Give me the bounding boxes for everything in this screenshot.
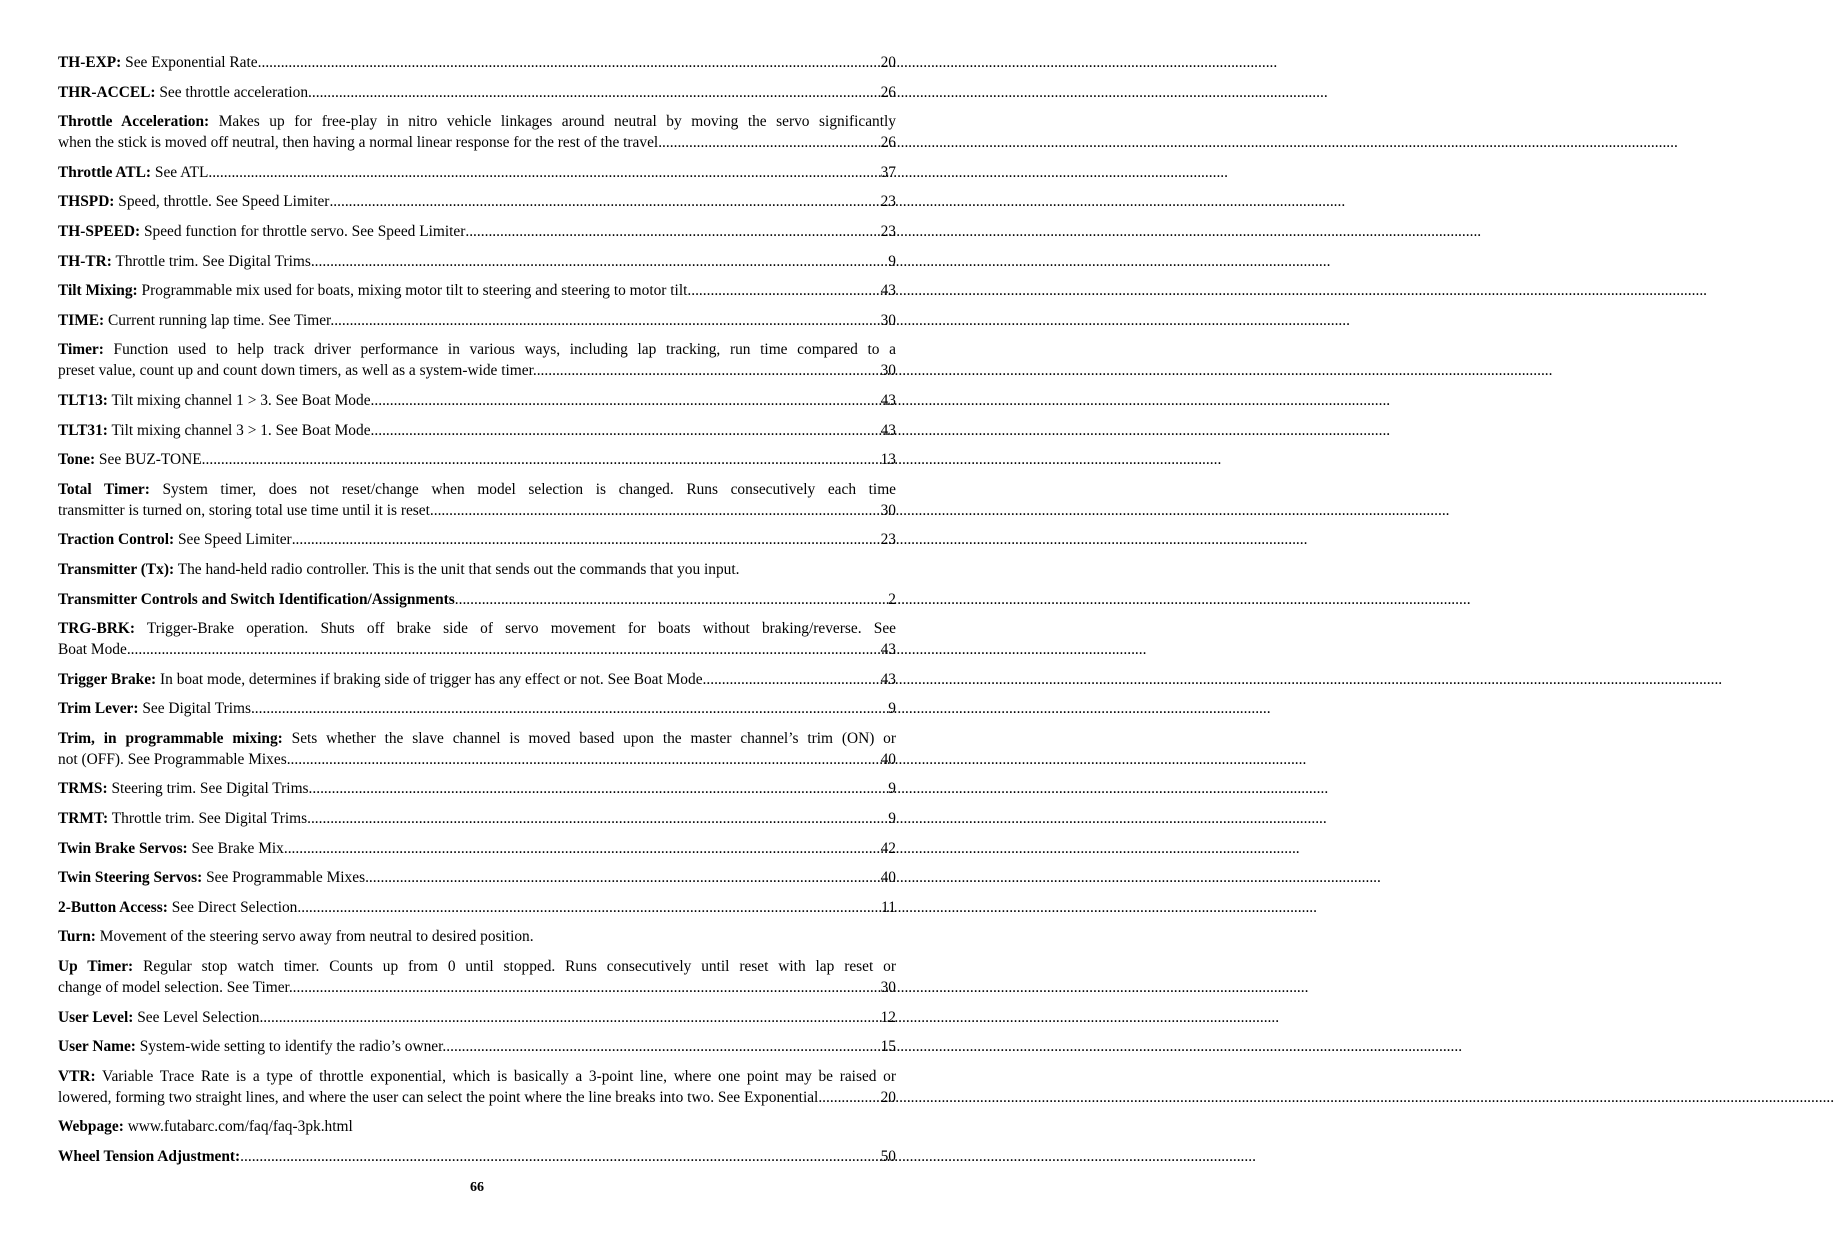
index-description: See Brake Mix: [187, 839, 284, 857]
index-description-cont: transmitter is turned on, storing total use time until it is reset.: [58, 501, 434, 519]
entry-line: [58, 280, 896, 301]
index-entry: [58, 1116, 896, 1137]
index-entry: [58, 479, 896, 521]
index-page-ref: 26: [880, 83, 896, 101]
entry-line: [58, 808, 896, 829]
index-page-ref: 40: [880, 869, 896, 887]
index-entry: [58, 221, 896, 242]
index-description: Current running lap time. See Timer.: [104, 311, 335, 329]
dot-leader: [263, 1007, 880, 1028]
index-entry: [58, 339, 896, 381]
index-description: System timer, does not reset/change when model selection is changed. Runs consecutively each time: [149, 480, 896, 498]
index-term: Trim Lever:: [58, 700, 139, 718]
dot-leader: [465, 221, 880, 242]
index-term: Trim, in programmable mixing:: [58, 729, 283, 747]
index-page-ref: 37: [880, 163, 896, 181]
entry-line: [58, 1007, 896, 1028]
index-term: TLT31:: [58, 421, 108, 439]
index-entry: [58, 1036, 896, 1057]
entry-text: [58, 82, 312, 103]
index-term: Up Timer:: [58, 958, 134, 976]
index-entry: [58, 808, 896, 829]
index-term: Tone:: [58, 451, 96, 469]
dot-leader: [131, 639, 881, 660]
index-entry: [58, 310, 896, 331]
index-page-ref: 43: [880, 421, 896, 439]
index-term: Total Timer:: [58, 480, 150, 498]
entry-line: [58, 310, 896, 331]
entry-text: [58, 52, 261, 73]
entry-line: [58, 52, 896, 73]
index-description: Throttle trim. See Digital Trims.: [108, 810, 311, 828]
index-entry: [58, 867, 896, 888]
index-entry: [58, 926, 896, 947]
entry-line: [58, 778, 896, 799]
dot-leader: [261, 52, 880, 73]
index-page-ref: 12: [880, 1008, 896, 1026]
index-description: Makes up for free-play in nitro vehicle linkages around neutral by moving the servo significantly: [209, 113, 896, 131]
index-page-ref: 2: [888, 590, 896, 608]
entry-last-line: [58, 360, 896, 381]
entry-line: [58, 669, 896, 690]
index-term: 2-Button Access:: [58, 898, 168, 916]
index-term: TH-TR:: [58, 252, 112, 270]
index-term: Twin Steering Servos:: [58, 869, 203, 887]
entry-text: [58, 867, 365, 888]
dot-leader: [818, 1087, 880, 1108]
entry-text: [58, 280, 691, 301]
dot-leader: [291, 749, 881, 770]
index-page-ref: 9: [888, 252, 896, 270]
entry-text: [58, 162, 212, 183]
index-term: THSPD:: [58, 193, 115, 211]
dot-leader: [334, 310, 880, 331]
index-description-cont: preset value, count up and count down timers, as well as a system-wide timer.: [58, 362, 537, 380]
dot-leader: [312, 82, 881, 103]
dot-leader: [301, 897, 881, 918]
entry-first-line: [58, 618, 896, 639]
entry-line: [58, 1146, 896, 1167]
index-list: [58, 52, 896, 1176]
dot-leader: [284, 838, 881, 859]
index-description: See Digital Trims.: [138, 700, 255, 718]
entry-first-line: [58, 1066, 896, 1087]
index-entry: [58, 669, 896, 690]
dot-leader: [293, 977, 881, 998]
index-description: See Speed Limiter: [174, 531, 292, 549]
index-page-ref: 15: [880, 1038, 896, 1056]
index-entry: [58, 1007, 896, 1028]
entry-line: [58, 867, 896, 888]
dot-leader: [292, 529, 881, 550]
index-term: TIME:: [58, 311, 105, 329]
index-description: Speed, throttle. See Speed Limiter: [114, 193, 330, 211]
entry-line: [58, 251, 896, 272]
index-entry: [58, 251, 896, 272]
entry-text: [58, 838, 284, 859]
index-term: Transmitter Controls and Switch Identification/Assignments: [58, 590, 455, 608]
entry-last-line: [58, 132, 896, 153]
entry-last-line: [58, 977, 896, 998]
index-description-cont: Boat Mode.: [58, 641, 131, 659]
index-term: TH-EXP:: [58, 54, 122, 71]
entry-last-line: [58, 639, 896, 660]
index-description: Tilt mixing channel 1 > 3. See Boat Mode.: [107, 391, 375, 409]
index-page-ref: 23: [880, 222, 896, 240]
index-entry: [58, 956, 896, 998]
dot-leader: [374, 390, 880, 411]
index-entry: [58, 778, 896, 799]
index-description-cont: when the stick is moved off neutral, then having a normal linear response for the rest of the travel.: [58, 134, 663, 152]
entry-line: [58, 589, 896, 610]
index-entry: [58, 698, 896, 719]
dot-leader: [312, 778, 888, 799]
entry-line: [58, 838, 896, 859]
index-description: See throttle acceleration.: [155, 83, 312, 101]
index-page-ref: 30: [880, 311, 896, 329]
dot-leader: [662, 132, 881, 153]
entry-line: [58, 449, 896, 470]
index-term: TLT13:: [58, 391, 108, 409]
index-description: See BUZ-TONE.: [95, 451, 206, 469]
index-entry: [58, 838, 896, 859]
index-page-ref: 43: [880, 391, 896, 409]
entry-first-line: [58, 111, 896, 132]
entry-first-line: [58, 728, 896, 749]
index-page-ref: 30: [880, 362, 896, 380]
index-entry: [58, 1066, 896, 1108]
entry-text: [58, 310, 334, 331]
entry-line: [58, 82, 896, 103]
entry-text: [58, 698, 255, 719]
index-description: Sets whether the slave channel is moved based upon the master channel’s trim (ON) or: [282, 729, 896, 747]
index-term: TRMT:: [58, 810, 109, 828]
index-page-ref: 23: [880, 193, 896, 211]
index-term: TRG-BRK:: [58, 620, 135, 638]
entry-text: [58, 191, 329, 212]
index-term: Turn:: [58, 928, 96, 946]
index-description: www.futabarc.com/faq/faq-3pk.html: [123, 1118, 353, 1136]
entry-line: [58, 162, 896, 183]
index-page-ref: 30: [880, 501, 896, 519]
entry-text: [58, 1146, 240, 1167]
index-page-ref: 23: [880, 531, 896, 549]
index-page-ref: 9: [888, 780, 896, 798]
entry-line: [58, 529, 896, 550]
index-term: THR-ACCEL:: [58, 83, 156, 101]
index-term: Throttle Acceleration:: [58, 113, 210, 131]
index-term: TH-SPEED:: [58, 222, 141, 240]
index-entry: [58, 162, 896, 183]
index-entry: [58, 52, 896, 73]
index-description: Regular stop watch timer. Counts up from 0 until stopped. Runs consecutively until reset with lap reset or: [133, 958, 896, 976]
index-term: Tilt Mixing:: [58, 282, 138, 300]
index-term: Twin Brake Servos:: [58, 839, 188, 857]
dot-leader: [315, 251, 889, 272]
dot-leader: [537, 360, 881, 381]
entry-line: [58, 191, 896, 212]
entry-text: [58, 420, 374, 441]
index-description-cont: not (OFF). See Programmable Mixes.: [58, 750, 291, 768]
entry-line: [58, 221, 896, 242]
index-description: The hand-held radio controller. This is the unit that sends out the commands that you input.: [174, 560, 740, 578]
entry-text: [58, 449, 206, 470]
index-page-ref: 20: [880, 1088, 896, 1106]
index-description: Steering trim. See Digital Trims.: [107, 780, 313, 798]
entry-line: [58, 390, 896, 411]
dot-leader: [311, 808, 888, 829]
index-description: Function used to help track driver performance in various ways, including lap tracking, run time compared to a: [103, 341, 896, 359]
index-term: Traction Control:: [58, 531, 175, 549]
entry-last-line: [58, 500, 896, 521]
index-entry: [58, 449, 896, 470]
index-description: Throttle trim. See Digital Trims.: [111, 252, 315, 270]
index-page-ref: 13: [880, 451, 896, 469]
dot-leader: [446, 1036, 880, 1057]
dot-leader: [434, 500, 881, 521]
index-entry: [58, 897, 896, 918]
index-term: Transmitter (Tx):: [58, 560, 175, 578]
index-page-ref: 9: [888, 810, 896, 828]
page-number: 66: [470, 1180, 484, 1195]
index-entry: [58, 728, 896, 770]
dot-leader: [255, 698, 889, 719]
index-term: VTR:: [58, 1067, 96, 1085]
entry-text: [58, 251, 315, 272]
entry-first-line: [58, 339, 896, 360]
index-entry: [58, 111, 896, 153]
index-description: Variable Trace Rate is a type of throttle exponential, which is basically a 3-point line, where one point may be raised or: [95, 1067, 896, 1085]
index-term: Timer:: [58, 341, 104, 359]
entry-text: [58, 589, 455, 610]
dot-leader: [329, 191, 880, 212]
index-entry: [58, 280, 896, 301]
entry-text: [58, 221, 465, 242]
index-description-cont: change of model selection. See Timer.: [58, 979, 293, 997]
index-page-ref: 50: [880, 1148, 896, 1165]
index-page-ref: 43: [880, 282, 896, 300]
index-entry: [58, 191, 896, 212]
entry-line: [58, 1036, 896, 1057]
index-page-ref: 26: [880, 134, 896, 152]
entry-text: [58, 669, 706, 690]
index-description: See Level Selection.: [133, 1008, 264, 1026]
index-entry: [58, 390, 896, 411]
index-entry: [58, 82, 896, 103]
index-page-ref: 42: [880, 839, 896, 857]
index-entry: [58, 618, 896, 660]
index-term: Webpage:: [58, 1118, 124, 1136]
index-page-ref: 20: [880, 54, 896, 71]
entry-first-line: [58, 479, 896, 500]
entry-text: [58, 529, 292, 550]
entry-text: [58, 1007, 263, 1028]
entry-text: [58, 390, 374, 411]
index-description: See ATL.: [151, 163, 213, 181]
dot-leader: [374, 420, 880, 441]
index-term: User Name:: [58, 1038, 136, 1056]
index-entry: [58, 529, 896, 550]
entry-last-line: [58, 1087, 896, 1108]
index-page-ref: 30: [880, 979, 896, 997]
dot-leader: [206, 449, 881, 470]
dot-leader: [240, 1146, 880, 1167]
index-description: Trigger-Brake operation. Shuts off brake side of servo movement for boats without braking/reverse. See: [134, 620, 896, 638]
entry-first-line: [58, 956, 896, 977]
index-entry: [58, 559, 896, 580]
index-page-ref: 9: [888, 700, 896, 718]
dot-leader: [455, 589, 889, 610]
index-description: In boat mode, determines if braking side of trigger has any effect or not. See Boat Mode.: [156, 670, 707, 688]
index-description: See Direct Selection.: [167, 898, 302, 916]
index-term: Throttle ATL:: [58, 163, 152, 181]
dot-leader: [365, 867, 881, 888]
entry-text: [58, 897, 301, 918]
index-term: TRMS:: [58, 780, 108, 798]
dot-leader: [706, 669, 880, 690]
index-term: User Level:: [58, 1008, 134, 1026]
index-description-cont: lowered, forming two straight lines, and where the user can select the point where the line breaks into two. See Exponential: [58, 1088, 819, 1106]
index-entry: [58, 420, 896, 441]
index-description: Tilt mixing channel 3 > 1. See Boat Mode.: [107, 421, 375, 439]
entry-text: [58, 808, 311, 829]
index-entry: [58, 1146, 896, 1167]
index-description: Programmable mix used for boats, mixing motor tilt to steering and steering to motor tilt.: [137, 282, 692, 300]
index-term: Wheel Tension Adjustment:: [58, 1148, 241, 1165]
index-page-ref: 11: [881, 898, 896, 916]
entry-line: [58, 420, 896, 441]
index-page-ref: 43: [880, 641, 896, 659]
entry-text: [58, 778, 312, 799]
entry-last-line: [58, 749, 896, 770]
index-description: See Exponential Rate.: [121, 54, 262, 71]
index-description: System-wide setting to identify the radio’s owner.: [135, 1038, 447, 1056]
index-page-ref: 40: [880, 750, 896, 768]
index-entry: [58, 589, 896, 610]
index-page-ref: 43: [880, 670, 896, 688]
index-description: Movement of the steering servo away from neutral to desired position.: [95, 928, 534, 946]
dot-leader: [212, 162, 880, 183]
entry-line: [58, 698, 896, 719]
index-term: Trigger Brake:: [58, 670, 157, 688]
index-description: See Programmable Mixes: [202, 869, 366, 887]
entry-line: [58, 897, 896, 918]
entry-text: [58, 1036, 446, 1057]
dot-leader: [691, 280, 880, 301]
index-description: Speed function for throttle servo. See Speed Limiter: [140, 222, 466, 240]
